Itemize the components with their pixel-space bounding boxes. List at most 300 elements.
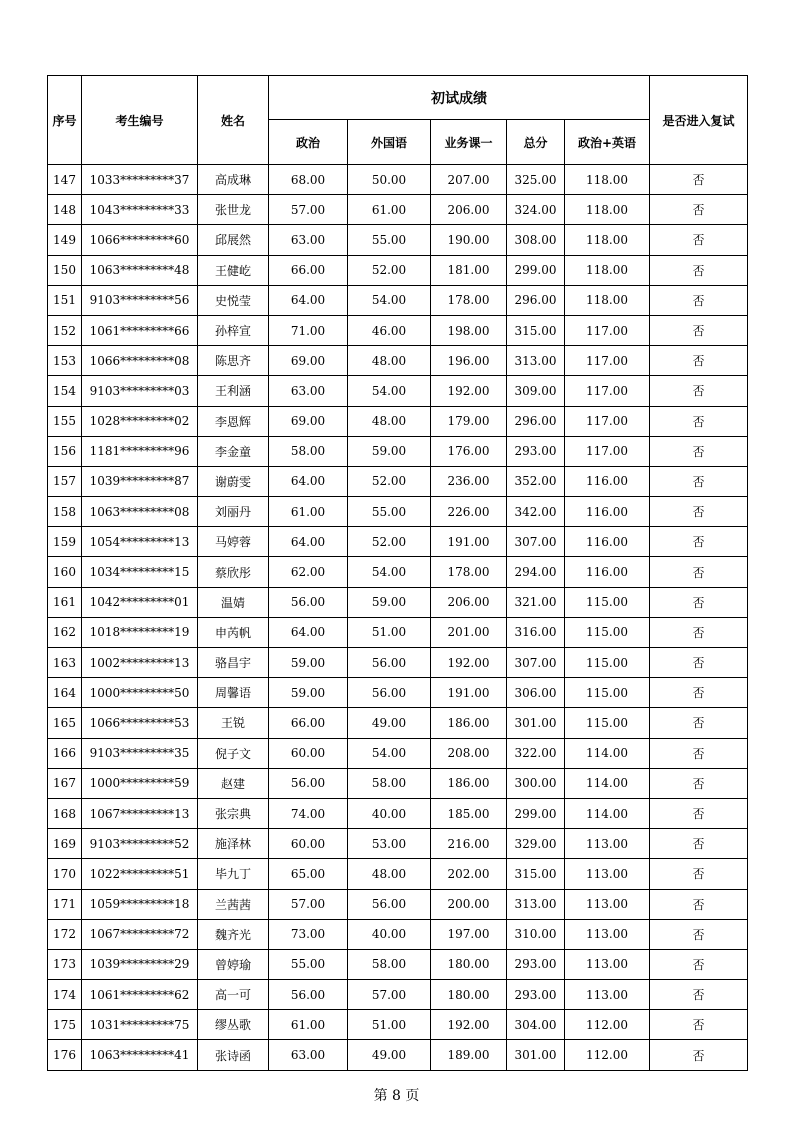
cell-foreign-language: 50.00 [348,165,431,195]
cell-retest: 否 [650,195,748,225]
cell-politics: 57.00 [269,195,348,225]
cell-total: 313.00 [507,889,565,919]
cell-politics-english: 113.00 [565,980,650,1010]
cell-seq: 156 [48,436,82,466]
table-row [48,466,748,496]
cell-politics-english: 114.00 [565,798,650,828]
cell-exam-id: 1022*********51 [82,859,198,889]
cell-retest: 否 [650,587,748,617]
cell-politics-english: 118.00 [565,165,650,195]
cell-seq: 170 [48,859,82,889]
cell-retest: 否 [650,225,748,255]
cell-course-one: 179.00 [431,406,507,436]
cell-name: 申芮帆 [198,617,269,647]
cell-name: 毕九丁 [198,859,269,889]
table-row [48,1040,748,1070]
cell-politics-english: 117.00 [565,315,650,345]
cell-seq: 160 [48,557,82,587]
cell-name: 邱展然 [198,225,269,255]
cell-name: 马婷蓉 [198,527,269,557]
cell-exam-id: 1063*********48 [82,255,198,285]
cell-seq: 147 [48,165,82,195]
cell-politics: 71.00 [269,315,348,345]
cell-retest: 否 [650,617,748,647]
cell-total: 307.00 [507,527,565,557]
cell-seq: 149 [48,225,82,255]
cell-name: 曾婷瑜 [198,949,269,979]
cell-course-one: 181.00 [431,255,507,285]
cell-name: 谢蔚雯 [198,466,269,496]
cell-name: 刘丽丹 [198,497,269,527]
cell-politics-english: 115.00 [565,678,650,708]
cell-course-one: 186.00 [431,768,507,798]
cell-retest: 否 [650,708,748,738]
cell-seq: 173 [48,949,82,979]
cell-course-one: 216.00 [431,829,507,859]
cell-foreign-language: 54.00 [348,285,431,315]
cell-politics-english: 116.00 [565,466,650,496]
cell-foreign-language: 54.00 [348,557,431,587]
cell-name: 施泽林 [198,829,269,859]
cell-total: 322.00 [507,738,565,768]
cell-politics: 65.00 [269,859,348,889]
cell-exam-id: 1033*********37 [82,165,198,195]
cell-total: 307.00 [507,648,565,678]
table-row [48,919,748,949]
table-row [48,315,748,345]
cell-retest: 否 [650,527,748,557]
header-exam-id: 考生编号 [82,76,198,165]
cell-course-one: 207.00 [431,165,507,195]
cell-politics-english: 116.00 [565,497,650,527]
cell-politics-english: 116.00 [565,557,650,587]
cell-total: 315.00 [507,315,565,345]
cell-exam-id: 1039*********29 [82,949,198,979]
cell-name: 温婧 [198,587,269,617]
table-row [48,436,748,466]
cell-exam-id: 1181*********96 [82,436,198,466]
cell-foreign-language: 58.00 [348,949,431,979]
cell-politics: 60.00 [269,829,348,859]
cell-foreign-language: 59.00 [348,436,431,466]
cell-politics: 64.00 [269,527,348,557]
cell-seq: 166 [48,738,82,768]
cell-retest: 否 [650,949,748,979]
cell-seq: 151 [48,285,82,315]
cell-seq: 154 [48,376,82,406]
cell-politics: 55.00 [269,949,348,979]
cell-name: 张世龙 [198,195,269,225]
cell-name: 张诗函 [198,1040,269,1070]
cell-retest: 否 [650,466,748,496]
cell-name: 蔡欣彤 [198,557,269,587]
cell-exam-id: 1054*********13 [82,527,198,557]
cell-course-one: 226.00 [431,497,507,527]
table-row [48,346,748,376]
cell-politics-english: 116.00 [565,527,650,557]
table-row [48,165,748,195]
cell-politics-english: 115.00 [565,617,650,647]
cell-foreign-language: 55.00 [348,497,431,527]
cell-foreign-language: 49.00 [348,708,431,738]
cell-politics-english: 115.00 [565,708,650,738]
cell-foreign-language: 48.00 [348,346,431,376]
cell-exam-id: 1061*********62 [82,980,198,1010]
cell-politics: 56.00 [269,587,348,617]
cell-name: 史悦莹 [198,285,269,315]
cell-course-one: 198.00 [431,315,507,345]
cell-politics: 61.00 [269,1010,348,1040]
cell-politics-english: 113.00 [565,949,650,979]
cell-retest: 否 [650,798,748,828]
cell-foreign-language: 52.00 [348,527,431,557]
cell-politics-english: 114.00 [565,768,650,798]
cell-seq: 158 [48,497,82,527]
cell-course-one: 201.00 [431,617,507,647]
table-row [48,285,748,315]
cell-name: 王健屹 [198,255,269,285]
table-row [48,889,748,919]
cell-seq: 150 [48,255,82,285]
cell-politics: 73.00 [269,919,348,949]
cell-exam-id: 1061*********66 [82,315,198,345]
cell-seq: 171 [48,889,82,919]
cell-total: 296.00 [507,406,565,436]
header-total: 总分 [507,120,565,165]
cell-politics: 60.00 [269,738,348,768]
cell-total: 293.00 [507,949,565,979]
cell-seq: 165 [48,708,82,738]
table-row [48,949,748,979]
header-politics-english: 政治+英语 [565,120,650,165]
cell-foreign-language: 49.00 [348,1040,431,1070]
cell-seq: 174 [48,980,82,1010]
cell-total: 310.00 [507,919,565,949]
cell-seq: 176 [48,1040,82,1070]
cell-politics: 61.00 [269,497,348,527]
header-preliminary-scores: 初试成绩 [269,76,650,120]
cell-exam-id: 1042*********01 [82,587,198,617]
cell-total: 321.00 [507,587,565,617]
cell-exam-id: 1034*********15 [82,557,198,587]
cell-retest: 否 [650,1010,748,1040]
cell-politics-english: 117.00 [565,406,650,436]
table-row [48,225,748,255]
cell-seq: 172 [48,919,82,949]
cell-foreign-language: 46.00 [348,315,431,345]
header-retest: 是否进入复试 [650,76,748,165]
cell-total: 304.00 [507,1010,565,1040]
cell-course-one: 176.00 [431,436,507,466]
table-row [48,527,748,557]
cell-exam-id: 1002*********13 [82,648,198,678]
table-body [48,165,748,1071]
cell-politics: 68.00 [269,165,348,195]
cell-exam-id: 1018*********19 [82,617,198,647]
cell-course-one: 206.00 [431,587,507,617]
cell-foreign-language: 52.00 [348,255,431,285]
cell-politics: 74.00 [269,798,348,828]
cell-name: 高成琳 [198,165,269,195]
cell-total: 293.00 [507,436,565,466]
cell-foreign-language: 54.00 [348,376,431,406]
cell-politics: 63.00 [269,1040,348,1070]
cell-name: 赵建 [198,768,269,798]
cell-retest: 否 [650,768,748,798]
cell-politics: 56.00 [269,980,348,1010]
cell-course-one: 206.00 [431,195,507,225]
cell-retest: 否 [650,285,748,315]
header-course-one: 业务课一 [431,120,507,165]
cell-total: 299.00 [507,255,565,285]
cell-course-one: 180.00 [431,949,507,979]
cell-name: 李金童 [198,436,269,466]
cell-seq: 159 [48,527,82,557]
cell-name: 陈思齐 [198,346,269,376]
cell-retest: 否 [650,315,748,345]
cell-retest: 否 [650,678,748,708]
table-row [48,587,748,617]
cell-politics-english: 115.00 [565,587,650,617]
cell-retest: 否 [650,376,748,406]
cell-total: 352.00 [507,466,565,496]
cell-foreign-language: 56.00 [348,889,431,919]
cell-exam-id: 1000*********50 [82,678,198,708]
cell-course-one: 202.00 [431,859,507,889]
table-row [48,617,748,647]
cell-course-one: 192.00 [431,1010,507,1040]
cell-retest: 否 [650,859,748,889]
header-foreign-language: 外国语 [348,120,431,165]
cell-retest: 否 [650,406,748,436]
cell-seq: 157 [48,466,82,496]
cell-foreign-language: 51.00 [348,1010,431,1040]
cell-course-one: 192.00 [431,376,507,406]
cell-course-one: 178.00 [431,285,507,315]
header-seq: 序号 [48,76,82,165]
cell-retest: 否 [650,980,748,1010]
cell-politics-english: 113.00 [565,919,650,949]
cell-exam-id: 9103*********35 [82,738,198,768]
cell-name: 张宗典 [198,798,269,828]
cell-retest: 否 [650,738,748,768]
header-name: 姓名 [198,76,269,165]
cell-politics: 64.00 [269,466,348,496]
cell-retest: 否 [650,255,748,285]
cell-name: 周馨语 [198,678,269,708]
cell-politics: 64.00 [269,285,348,315]
cell-retest: 否 [650,557,748,587]
cell-politics-english: 117.00 [565,376,650,406]
cell-politics-english: 118.00 [565,195,650,225]
cell-foreign-language: 51.00 [348,617,431,647]
cell-retest: 否 [650,165,748,195]
cell-total: 306.00 [507,678,565,708]
cell-foreign-language: 54.00 [348,738,431,768]
cell-total: 299.00 [507,798,565,828]
cell-politics-english: 114.00 [565,738,650,768]
cell-retest: 否 [650,919,748,949]
cell-total: 313.00 [507,346,565,376]
cell-seq: 167 [48,768,82,798]
cell-name: 骆昌宇 [198,648,269,678]
cell-name: 孙梓宣 [198,315,269,345]
cell-politics: 62.00 [269,557,348,587]
cell-total: 294.00 [507,557,565,587]
cell-foreign-language: 40.00 [348,919,431,949]
cell-name: 王利涵 [198,376,269,406]
cell-politics: 66.00 [269,708,348,738]
cell-name: 高一可 [198,980,269,1010]
cell-seq: 162 [48,617,82,647]
cell-course-one: 185.00 [431,798,507,828]
cell-foreign-language: 40.00 [348,798,431,828]
cell-politics-english: 115.00 [565,648,650,678]
cell-foreign-language: 48.00 [348,406,431,436]
cell-total: 301.00 [507,708,565,738]
cell-exam-id: 1039*********87 [82,466,198,496]
cell-foreign-language: 48.00 [348,859,431,889]
cell-seq: 164 [48,678,82,708]
cell-name: 兰茜茜 [198,889,269,919]
cell-seq: 169 [48,829,82,859]
table-row [48,738,748,768]
cell-seq: 152 [48,315,82,345]
cell-politics-english: 112.00 [565,1010,650,1040]
cell-foreign-language: 61.00 [348,195,431,225]
cell-course-one: 208.00 [431,738,507,768]
cell-politics: 59.00 [269,648,348,678]
cell-foreign-language: 59.00 [348,587,431,617]
cell-exam-id: 1063*********41 [82,1040,198,1070]
cell-exam-id: 1043*********33 [82,195,198,225]
cell-exam-id: 1066*********53 [82,708,198,738]
cell-politics-english: 117.00 [565,346,650,376]
cell-total: 329.00 [507,829,565,859]
cell-seq: 148 [48,195,82,225]
header-politics: 政治 [269,120,348,165]
table-row [48,648,748,678]
cell-politics-english: 117.00 [565,436,650,466]
cell-exam-id: 1066*********60 [82,225,198,255]
cell-politics-english: 113.00 [565,829,650,859]
cell-name: 倪子文 [198,738,269,768]
cell-course-one: 190.00 [431,225,507,255]
cell-exam-id: 1028*********02 [82,406,198,436]
cell-course-one: 186.00 [431,708,507,738]
cell-exam-id: 1031*********75 [82,1010,198,1040]
cell-exam-id: 9103*********52 [82,829,198,859]
cell-exam-id: 1066*********08 [82,346,198,376]
cell-exam-id: 1067*********13 [82,798,198,828]
table-header-row [48,76,748,120]
cell-name: 王锐 [198,708,269,738]
cell-total: 296.00 [507,285,565,315]
cell-politics: 69.00 [269,406,348,436]
cell-foreign-language: 56.00 [348,678,431,708]
cell-politics-english: 113.00 [565,889,650,919]
table-row [48,195,748,225]
table-row [48,557,748,587]
cell-course-one: 178.00 [431,557,507,587]
page-number: 第 8 页 [373,1088,420,1104]
table-row [48,406,748,436]
cell-retest: 否 [650,1040,748,1070]
cell-exam-id: 1059*********18 [82,889,198,919]
cell-seq: 155 [48,406,82,436]
cell-politics-english: 118.00 [565,255,650,285]
table-row [48,255,748,285]
cell-exam-id: 1000*********59 [82,768,198,798]
cell-retest: 否 [650,829,748,859]
cell-retest: 否 [650,648,748,678]
table-row [48,829,748,859]
cell-name: 魏齐光 [198,919,269,949]
table-row [48,798,748,828]
table-row [48,980,748,1010]
cell-total: 342.00 [507,497,565,527]
table-row [48,497,748,527]
table-row [48,859,748,889]
cell-exam-id: 1063*********08 [82,497,198,527]
cell-politics-english: 118.00 [565,225,650,255]
cell-total: 300.00 [507,768,565,798]
cell-exam-id: 9103*********56 [82,285,198,315]
cell-total: 324.00 [507,195,565,225]
cell-course-one: 191.00 [431,527,507,557]
cell-total: 308.00 [507,225,565,255]
cell-seq: 163 [48,648,82,678]
cell-politics: 69.00 [269,346,348,376]
table-row [48,708,748,738]
cell-course-one: 196.00 [431,346,507,376]
table-row [48,768,748,798]
cell-politics-english: 118.00 [565,285,650,315]
cell-seq: 168 [48,798,82,828]
cell-politics: 59.00 [269,678,348,708]
cell-politics-english: 112.00 [565,1040,650,1070]
cell-politics-english: 113.00 [565,859,650,889]
cell-course-one: 200.00 [431,889,507,919]
cell-name: 李恩辉 [198,406,269,436]
cell-retest: 否 [650,889,748,919]
cell-retest: 否 [650,346,748,376]
cell-foreign-language: 56.00 [348,648,431,678]
cell-retest: 否 [650,436,748,466]
cell-foreign-language: 58.00 [348,768,431,798]
cell-politics: 56.00 [269,768,348,798]
cell-retest: 否 [650,497,748,527]
cell-foreign-language: 52.00 [348,466,431,496]
cell-politics: 64.00 [269,617,348,647]
cell-politics: 58.00 [269,436,348,466]
cell-course-one: 236.00 [431,466,507,496]
cell-foreign-language: 55.00 [348,225,431,255]
cell-course-one: 189.00 [431,1040,507,1070]
table-row [48,678,748,708]
cell-politics: 66.00 [269,255,348,285]
cell-politics: 57.00 [269,889,348,919]
cell-course-one: 192.00 [431,648,507,678]
cell-total: 316.00 [507,617,565,647]
cell-course-one: 191.00 [431,678,507,708]
cell-course-one: 197.00 [431,919,507,949]
cell-total: 301.00 [507,1040,565,1070]
cell-politics: 63.00 [269,225,348,255]
cell-seq: 175 [48,1010,82,1040]
cell-name: 缪丛歌 [198,1010,269,1040]
table-row [48,1010,748,1040]
